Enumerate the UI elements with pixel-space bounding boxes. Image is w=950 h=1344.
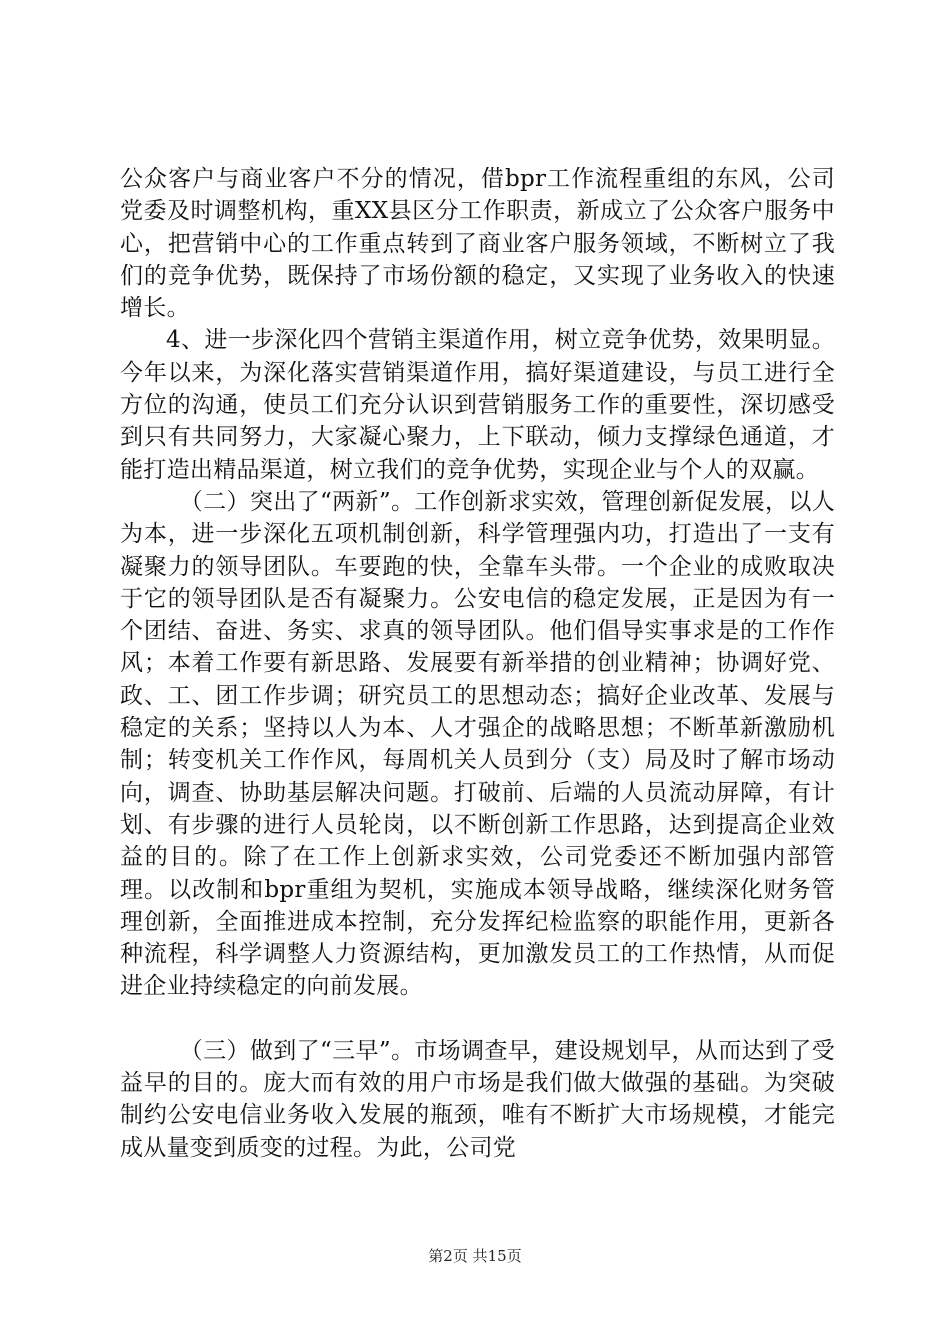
document-body (120, 163, 835, 1164)
paragraph-3: （二）突出了“两新”。工作创新求实效，管理创新促发展，以人为本，进一步深化五项机制创新，科学管理强内功，打造出了一支有凝聚力的领导团队。车要跑的快，全靠车头带。一个企业的成败取决于它的领导团队是否有凝聚力。公安电信的稳定发展，正是因为有一个团结、奋进、务实、求真的领导团队。他们倡导实事求是的工作作风；本着工作要有新思路、发展要有新举措的创业精神；协调好党、政、工、团工作步调；研究员工的思想动态；搞好企业改革、发展与稳定的关系；坚持以人为本、人才强企的战略思想；不断革新激励机制；转变机关工作作风，每周机关人员到分（支）局及时了解市场动向，调查、协助基层解决问题。打破前、后端的人员流动屏障，有计划、有步骤的进行人员轮岗，以不断创新工作思路，达到提高企业效益的目的。除了在工作上创新求实效，公司党委还不断加强内部管理。以改制和bpr重组为契机，实施成本领导战略，继续深化财务管理创新，全面推进成本控制，充分发挥纪检监察的职能作用，更新各种流程，科学调整人力资源结构，更加激发员工的工作热情，从而促进企业持续稳定的向前发展。 (120, 488, 835, 1000)
paragraph-2: 4、进一步深化四个营销主渠道作用，树立竞争优势，效果明显。今年以来，为深化落实营销渠道作用，搞好渠道建设，与员工进行全方位的沟通，使员工们充分认识到营销服务工作的重要性，深切感受到只有共同努力，大家凝心聚力，上下联动，倾力支撑绿色通道，才能打造出精品渠道，树立我们的竞争优势，实现企业与个人的双赢。 (120, 327, 835, 483)
page-footer: 第2页 共15页 (428, 1247, 522, 1265)
paragraph-1: 公众客户与商业客户不分的情况，借bpr工作流程重组的东风，公司党委及时调整机构，重XX县区分工作职责，新成立了公众客户服务中心，把营销中心的工作重点转到了商业客户服务领域，不断树立了我们的竞争优势，既保持了市场份额的稳定，又实现了业务收入的快速增长。 (120, 166, 835, 322)
paragraph-gap (120, 1003, 835, 1035)
paragraph-4: （三）做到了“三早”。市场调查早，建设规划早，从而达到了受益早的目的。庞大而有效的用户市场是我们做大做强的基础。为突破制约公安电信业务收入发展的瓶颈，唯有不断扩大市场规模，才能完成从量变到质变的过程。为此，公司党 (120, 1037, 835, 1161)
